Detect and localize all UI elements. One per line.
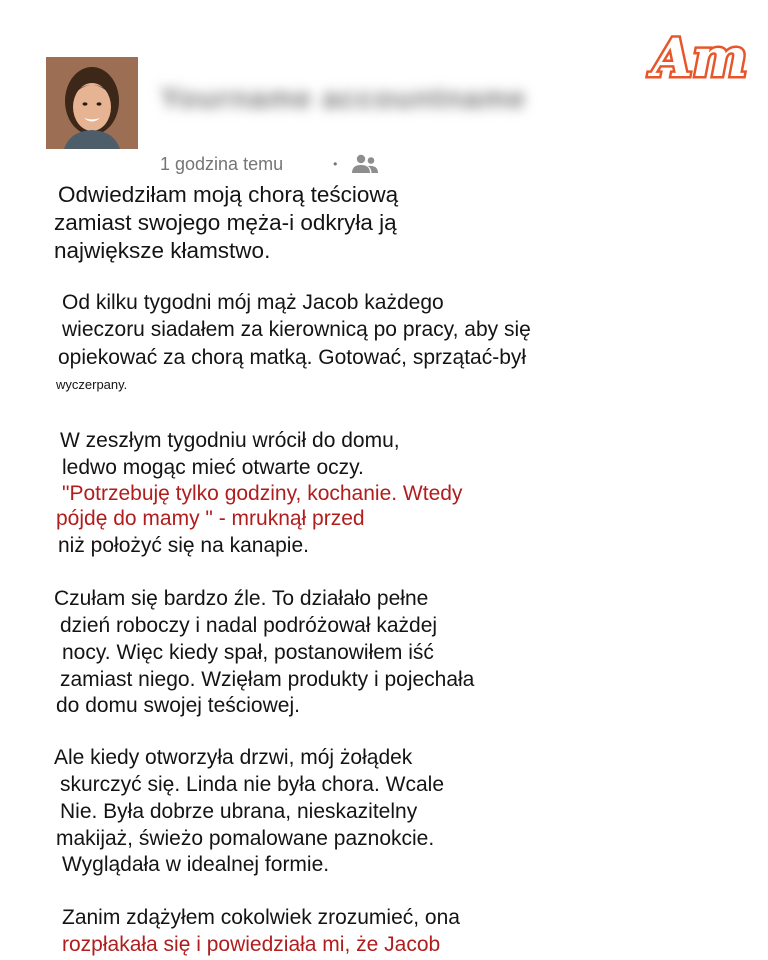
story-line: dzień roboczy i nadal podróżował każdej [60, 614, 438, 637]
story-line: Czułam się bardzo źle. To działało pełne [54, 587, 429, 610]
svg-text:Am: Am [652, 28, 748, 89]
story-line: Wyglądała w idealnej formie. [62, 853, 330, 876]
story-line: nocy. Więc kiedy spał, postanowiłem iść [62, 641, 434, 664]
story-line: makijaż, świeżo pomalowane paznokcie. [56, 827, 435, 850]
story-line: Od kilku tygodni mój mąż Jacob każdego [62, 291, 444, 314]
story-quote-line: rozpłakała się i powiedziała mi, że Jacob [62, 933, 441, 956]
meta-separator: • [333, 157, 338, 171]
avatar[interactable] [46, 57, 138, 149]
story-line: Ale kiedy otworzyła drzwi, mój żołądek [54, 746, 413, 769]
story-line: wyczerpany. [56, 377, 128, 392]
story-line: wieczoru siadałem za kierownicą po pracy, aby się [62, 318, 531, 341]
post-timestamp[interactable]: 1 godzina temu [160, 153, 284, 174]
story-line: niż położyć się na kanapie. [58, 534, 309, 557]
username-blurred[interactable]: Yourname accountname [160, 82, 527, 115]
story-line: do domu swojej teściowej. [56, 694, 300, 717]
friends-audience-icon [349, 154, 379, 174]
story-line: Zanim zdążyłem cokolwiek zrozumieć, ona [62, 906, 460, 929]
story-line: Nie. Była dobrze ubrana, nieskazitelny [60, 800, 418, 823]
story-line: skurczyć się. Linda nie była chora. Wcale [60, 773, 444, 796]
story-line: ledwo mogąc mieć otwarte oczy. [62, 456, 364, 479]
post-meta [160, 151, 379, 177]
story-line: W zeszłym tygodniu wrócił do domu, [60, 429, 400, 452]
story-quote-line: "Potrzebuję tylko godziny, kochanie. Wtedy [62, 482, 463, 505]
story-line: zamiast niego. Wzięłam produkty i pojechała [60, 668, 475, 691]
story-quote-line: pójdę do mamy " - mruknął przed [56, 507, 365, 530]
story-title-line: zamiast swojego męża-i odkryła ją [54, 210, 397, 235]
avatar-photo [46, 57, 138, 149]
story-line: opiekować za chorą matką. Gotować, sprzątać-był [58, 346, 527, 369]
amomama-logo-icon[interactable] [648, 18, 752, 92]
story-title-line: Odwiedziłam moją chorą teściową [58, 182, 399, 207]
story-title-line: największe kłamstwo. [54, 238, 271, 263]
